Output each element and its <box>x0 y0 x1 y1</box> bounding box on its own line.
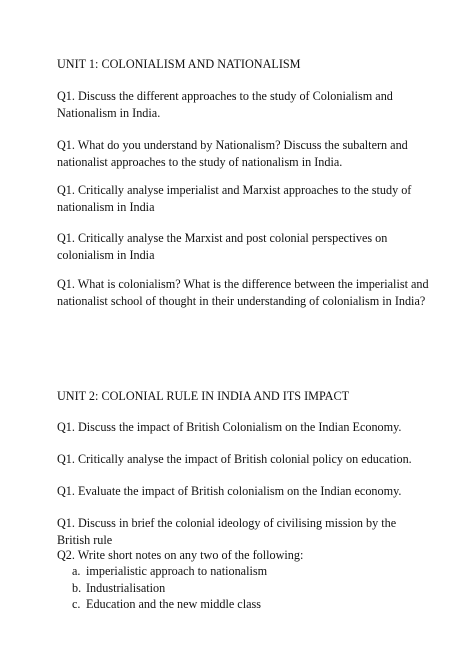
unit-2-heading: UNIT 2: COLONIAL RULE IN INDIA AND ITS IMPACT <box>57 389 350 403</box>
list-marker: a. <box>72 564 81 578</box>
unit-1-heading: UNIT 1: COLONIALISM AND NATIONALISM <box>57 57 301 71</box>
unit-2-question-2: Q1. Critically analyse the impact of British colonial policy on education. <box>57 452 412 466</box>
unit-1-question-5: Q1. What is colonialism? What is the difference between the imperialist and nationalist school of thought in their understanding of colonialism in India? <box>57 277 429 308</box>
short-notes-prompt: Q2. Write short notes on any two of the following: <box>57 548 304 562</box>
short-notes-list <box>57 563 429 613</box>
list-item <box>57 580 429 597</box>
unit-2-question-1: Q1. Discuss the impact of British Colonialism on the Indian Economy. <box>57 420 402 434</box>
unit-1-question-2: Q1. What do you understand by Nationalism? Discuss the subaltern and nationalist approaches to the study of nationalism in India. <box>57 138 408 169</box>
list-marker: b. <box>72 580 82 595</box>
unit-1-question-3: Q1. Critically analyse imperialist and Marxist approaches to the study of nationalism in India <box>57 183 412 214</box>
list-item-text: Education and the new middle class <box>86 597 261 611</box>
unit-1-question-1: Q1. Discuss the different approaches to the study of Colonialism and Nationalism in India. <box>57 89 393 120</box>
list-item-text: Industrialisation <box>86 580 166 595</box>
list-item-text: imperialistic approach to nationalism <box>86 564 268 578</box>
list-item <box>57 596 429 613</box>
unit-2-question-3: Q1. Evaluate the impact of British colonialism on the Indian economy. <box>57 484 402 498</box>
list-item <box>57 563 429 580</box>
list-marker: c. <box>72 597 81 611</box>
unit-1-question-4: Q1. Critically analyse the Marxist and post colonial perspectives on colonialism in India <box>57 231 388 262</box>
unit-2-question-4: Q1. Discuss in brief the colonial ideology of civilising mission by the British rule <box>57 516 397 547</box>
